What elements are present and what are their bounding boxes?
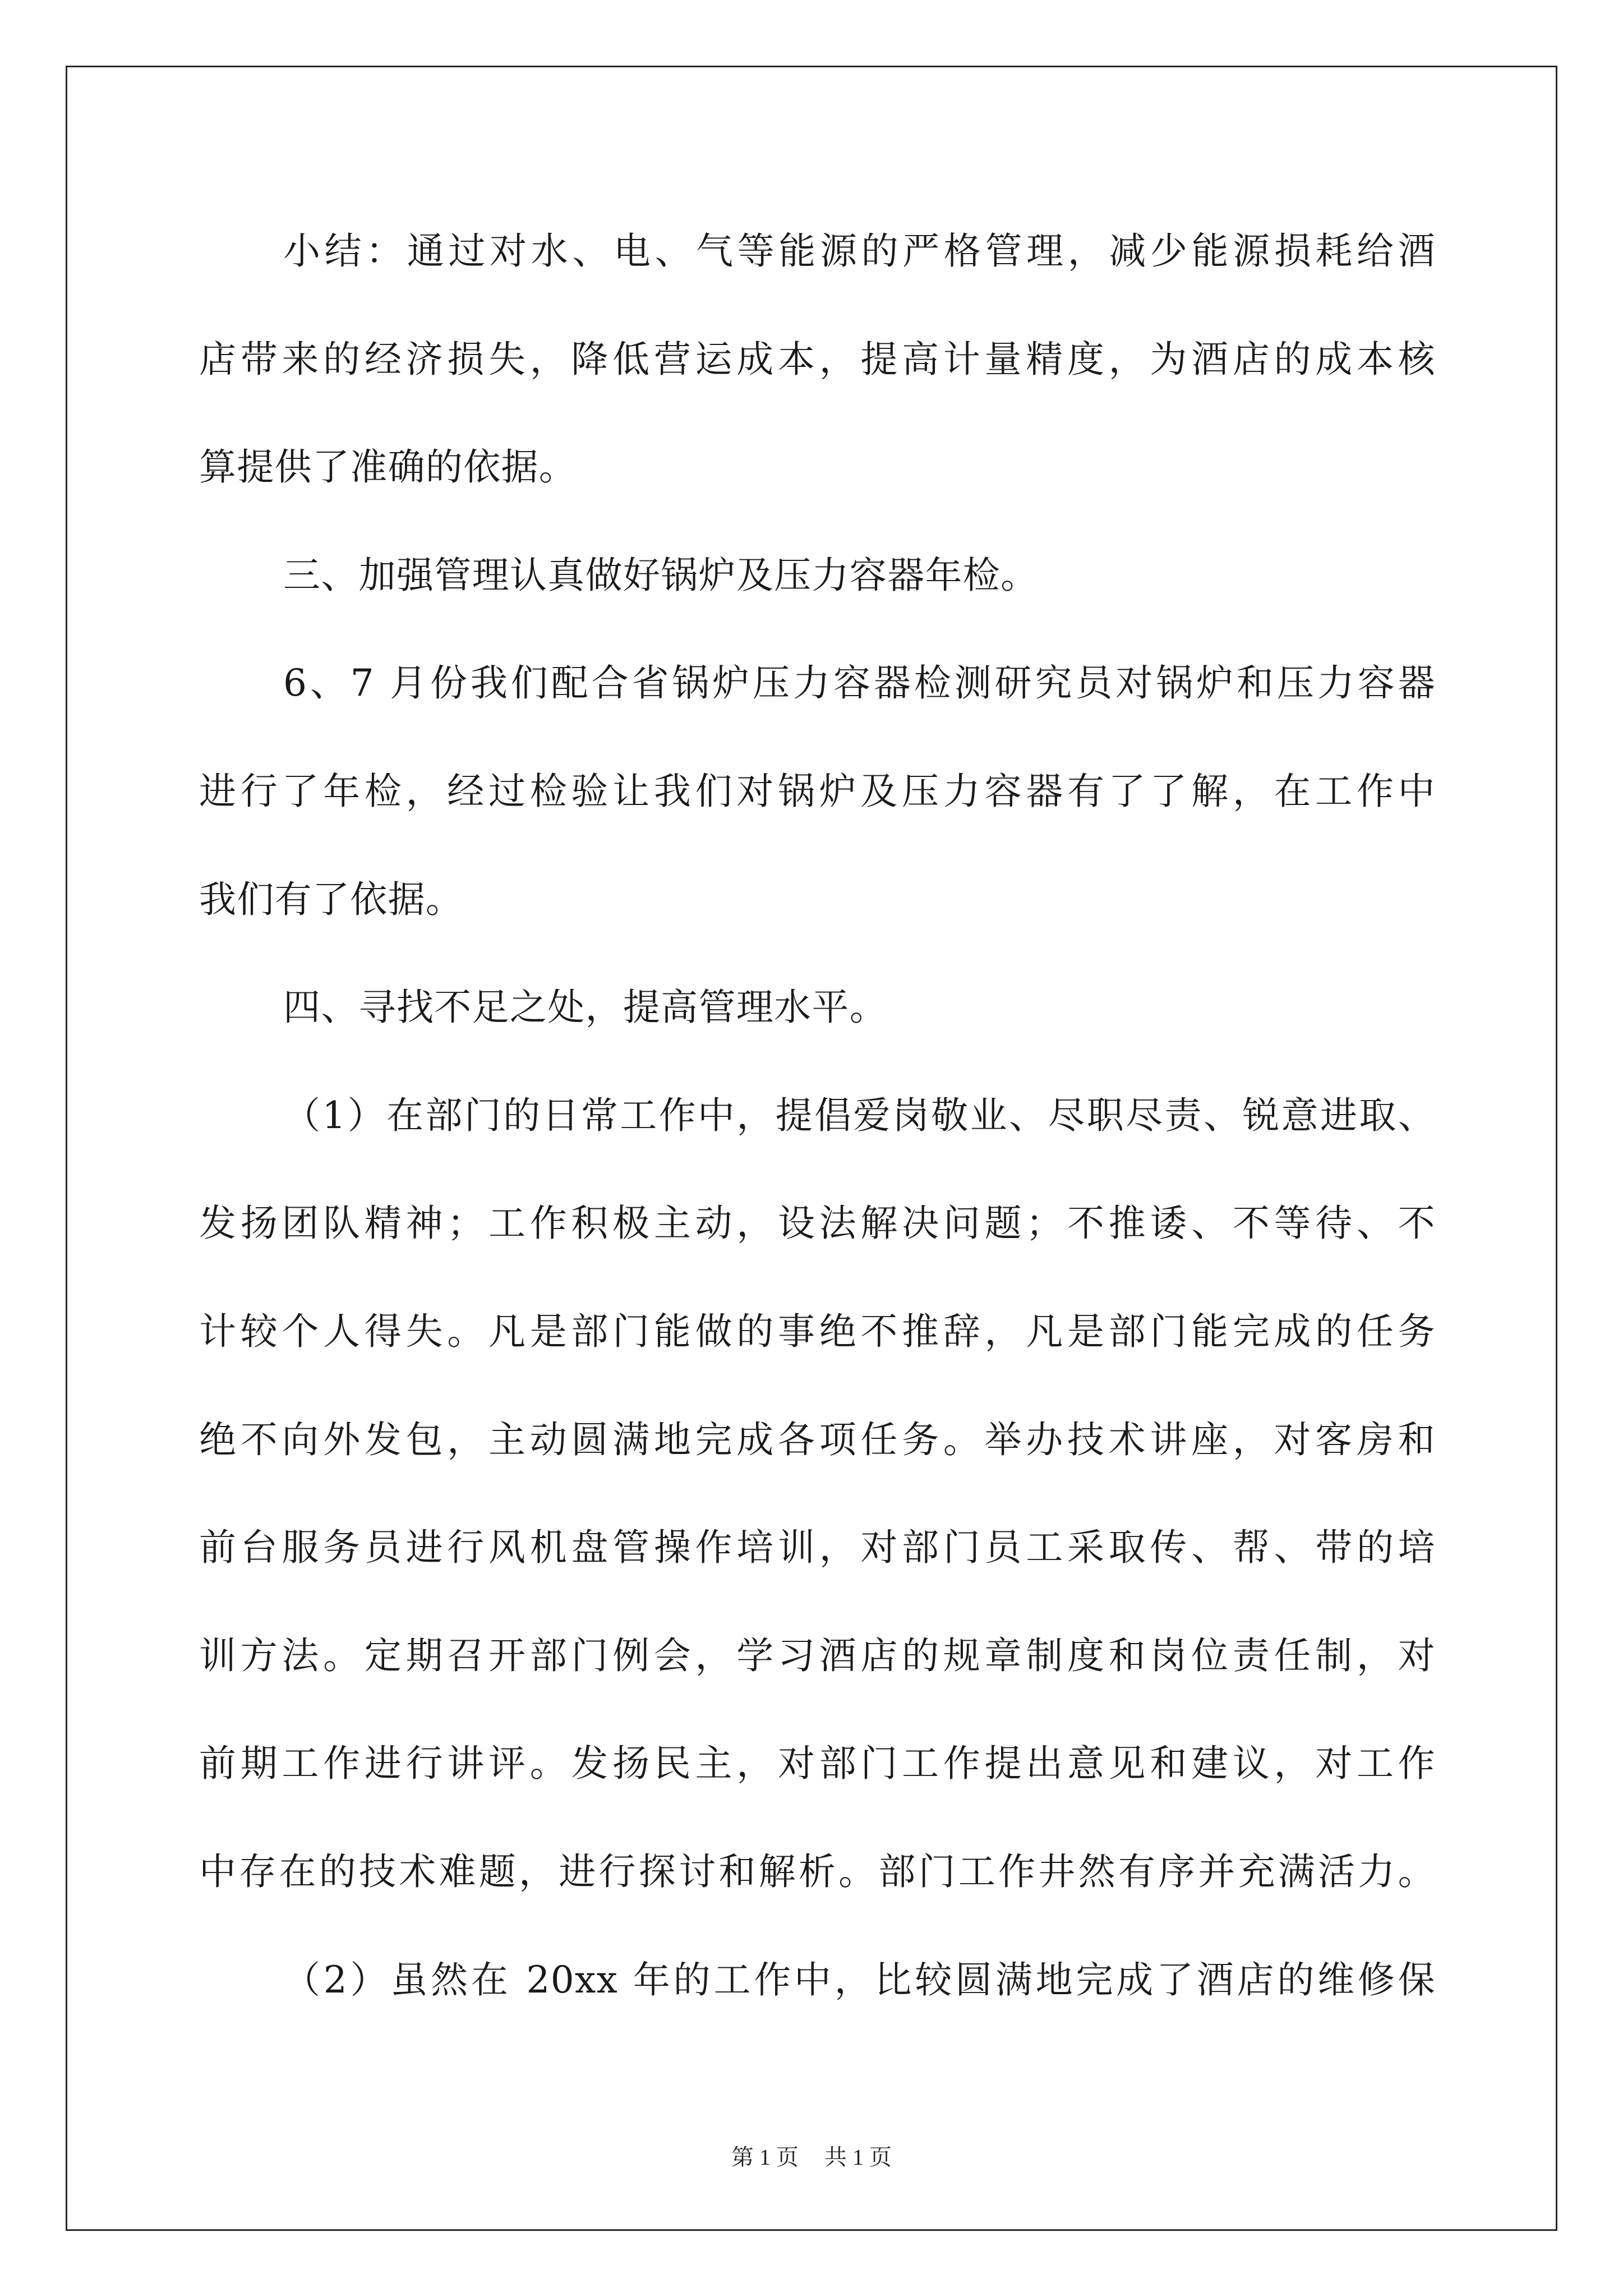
paragraph-item1-line-6: 训方法。定期召开部门例会，学习酒店的规章制度和岗位责任制，对 xyxy=(199,1634,1436,1677)
paragraph-summary-line-3: 算提供了准确的依据。 xyxy=(199,445,577,489)
section-heading-3: 三、加强管理认真做好锅炉及压力容器年检。 xyxy=(283,553,1039,597)
page-footer xyxy=(0,2139,1623,2171)
paragraph-boiler-line-2: 进行了年检，经过检验让我们对锅炉及压力容器有了了解，在工作中 xyxy=(199,769,1436,813)
paragraph-item1-line-2: 发扬团队精神；工作积极主动，设法解决问题；不推诿、不等待、不 xyxy=(199,1202,1436,1245)
paragraph-item1-line-8: 中存在的技术难题，进行探讨和解析。部门工作井然有序并充满活力。 xyxy=(199,1849,1436,1893)
paragraph-summary-line-1: 小结：通过对水、电、气等能源的严格管理，减少能源损耗给酒 xyxy=(283,229,1436,273)
section-heading-4: 四、寻找不足之处，提高管理水平。 xyxy=(283,986,888,1029)
paragraph-item2-line-1: （2）虽然在 20xx 年的工作中，比较圆满地完成了酒店的维修保 xyxy=(283,1958,1436,2001)
paragraph-item1-line-7: 前期工作进行讲评。发扬民主，对部门工作提出意见和建议，对工作 xyxy=(199,1742,1436,1786)
page-number: 第 1 页 xyxy=(731,2145,799,2170)
paragraph-boiler-line-3: 我们有了依据。 xyxy=(199,877,464,921)
page-total: 共 1 页 xyxy=(824,2145,892,2170)
paragraph-summary-line-2: 店带来的经济损失，降低营运成本，提高计量精度，为酒店的成本核 xyxy=(199,337,1436,381)
paragraph-boiler-line-1: 6、7 月份我们配合省锅炉压力容器检测研究员对锅炉和压力容器 xyxy=(283,661,1436,705)
paragraph-item1-line-3: 计较个人得失。凡是部门能做的事绝不推辞，凡是部门能完成的任务 xyxy=(199,1309,1436,1353)
document-body xyxy=(199,213,1436,2050)
paragraph-item1-line-5: 前台服务员进行风机盘管操作培训，对部门员工采取传、帮、带的培 xyxy=(199,1526,1436,1570)
paragraph-item1-line-4: 绝不向外发包，主动圆满地完成各项任务。举办技术讲座，对客房和 xyxy=(199,1418,1436,1461)
paragraph-item1-line-1: （1）在部门的日常工作中，提倡爱岗敬业、尽职尽责、锐意进取、 xyxy=(283,1093,1436,1137)
